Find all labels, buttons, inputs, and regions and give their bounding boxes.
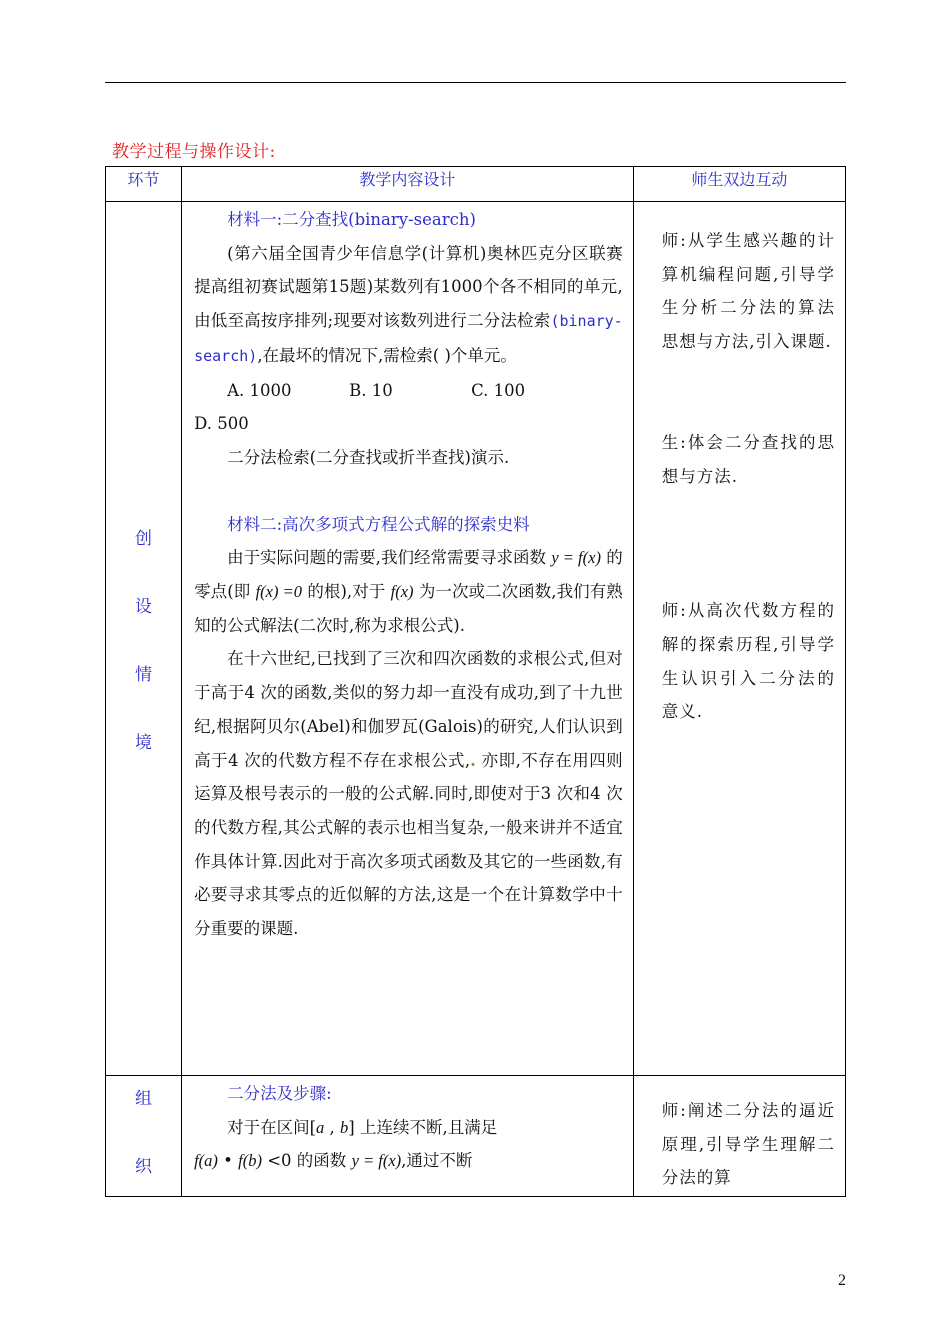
material-2-paragraph-2: 在十六世纪,已找到了三次和四次函数的求根公式,但对于高于4 次的函数,类似的努力却一直没有成功,到了十九世纪,根据阿贝尔(Abel)和伽罗瓦(Galois)的研究,人们认识到高于4 次的代数方程不存在求根公式,. 亦即,不存在用四则运算及根号表示的一般的公式解.同时,即使对于3 次和4 次的代数方程,其公式解的表示也相当复杂,一般来讲并不适宜作具体计算.因此对于高次多项式函数及其它的一些函数,有必要寻求其零点的近似解的方法,这是一个在计算数学中十分重要的课题. [194, 649, 623, 939]
material-1-title: 材料一:二分查找(binary-search) [227, 210, 476, 229]
table-header-row [106, 167, 846, 202]
bisection-line-2: f(a) • f(b) <0 的函数 y = f(x),通过不断 [194, 1151, 473, 1171]
interaction-cell-scenario [633, 202, 845, 1076]
stage-char: 设 [135, 597, 153, 617]
option-c: C. 100 [471, 380, 526, 400]
teacher-note-2: 师:从高次代数方程的解的探索历程,引导学生认识引入二分法的意义. [661, 601, 835, 722]
student-note-1: 生:体会二分查找的思想与方法. [661, 432, 835, 486]
bisection-line-1: 对于在区间[a , b] 上连续不断,且满足 [227, 1117, 498, 1137]
material-2-paragraph-1: 由于实际问题的需要,我们经常需要寻求函数 y = f(x) 的零点(即 f(x) =0 的根),对于 f(x) 为一次或二次函数,我们有熟知的公式解法(二次时,称为求根公式). [194, 548, 623, 635]
blank-line [662, 493, 835, 594]
stage-cell-organize [106, 1076, 182, 1197]
lesson-plan-table [105, 166, 846, 1197]
bisection-title: 二分法及步骤: [227, 1084, 332, 1103]
header-stage: 环节 [106, 167, 182, 202]
option-b: B. 10 [349, 380, 393, 400]
stage-char: 境 [135, 733, 153, 753]
table-row-scenario [106, 202, 846, 1076]
stage-char: 情 [135, 665, 153, 685]
teacher-note-3: 师:阐述二分法的逼近原理,引导学生理解二分法的算 [661, 1101, 835, 1188]
stage-char: 织 [135, 1157, 153, 1177]
material-2-title: 材料二:高次多项式方程公式解的探索史料 [227, 514, 530, 534]
content-cell-organize [182, 1076, 634, 1197]
stage-char: 创 [135, 529, 153, 549]
header-interaction: 师生双边互动 [633, 167, 845, 202]
header-content: 教学内容设计 [182, 167, 634, 202]
stage-cell-scenario [106, 202, 182, 1076]
material-1-paragraph: (第六届全国青少年信息学(计算机)奥林匹克分区联赛提高组初赛试题第15题)某数列有1000个各不相同的单元,由低至高按序排列;现要对该数列进行二分法检索(binary-search),在最坏的情况下,需检索( )个单元。 [194, 243, 623, 365]
interaction-cell-organize [633, 1076, 845, 1197]
header-rule [105, 82, 846, 83]
teacher-note-1: 师:从学生感兴趣的计算机编程问题,引导学生分析二分法的算法思想与方法,引入课题. [661, 231, 835, 352]
material-1-demo: 二分法检索(二分查找或折半查找)演示. [227, 447, 510, 467]
blank-line [662, 359, 835, 426]
answer-options-row [194, 374, 623, 408]
blank-line [194, 475, 623, 508]
content-cell-scenario [182, 202, 634, 1076]
option-a: A. 1000 [227, 380, 292, 400]
table-row-organize [106, 1076, 846, 1197]
page-number: 2 [838, 1272, 846, 1289]
stage-char: 组 [135, 1089, 153, 1109]
section-title: 教学过程与操作设计: [112, 142, 276, 162]
option-d: D. 500 [194, 414, 249, 434]
